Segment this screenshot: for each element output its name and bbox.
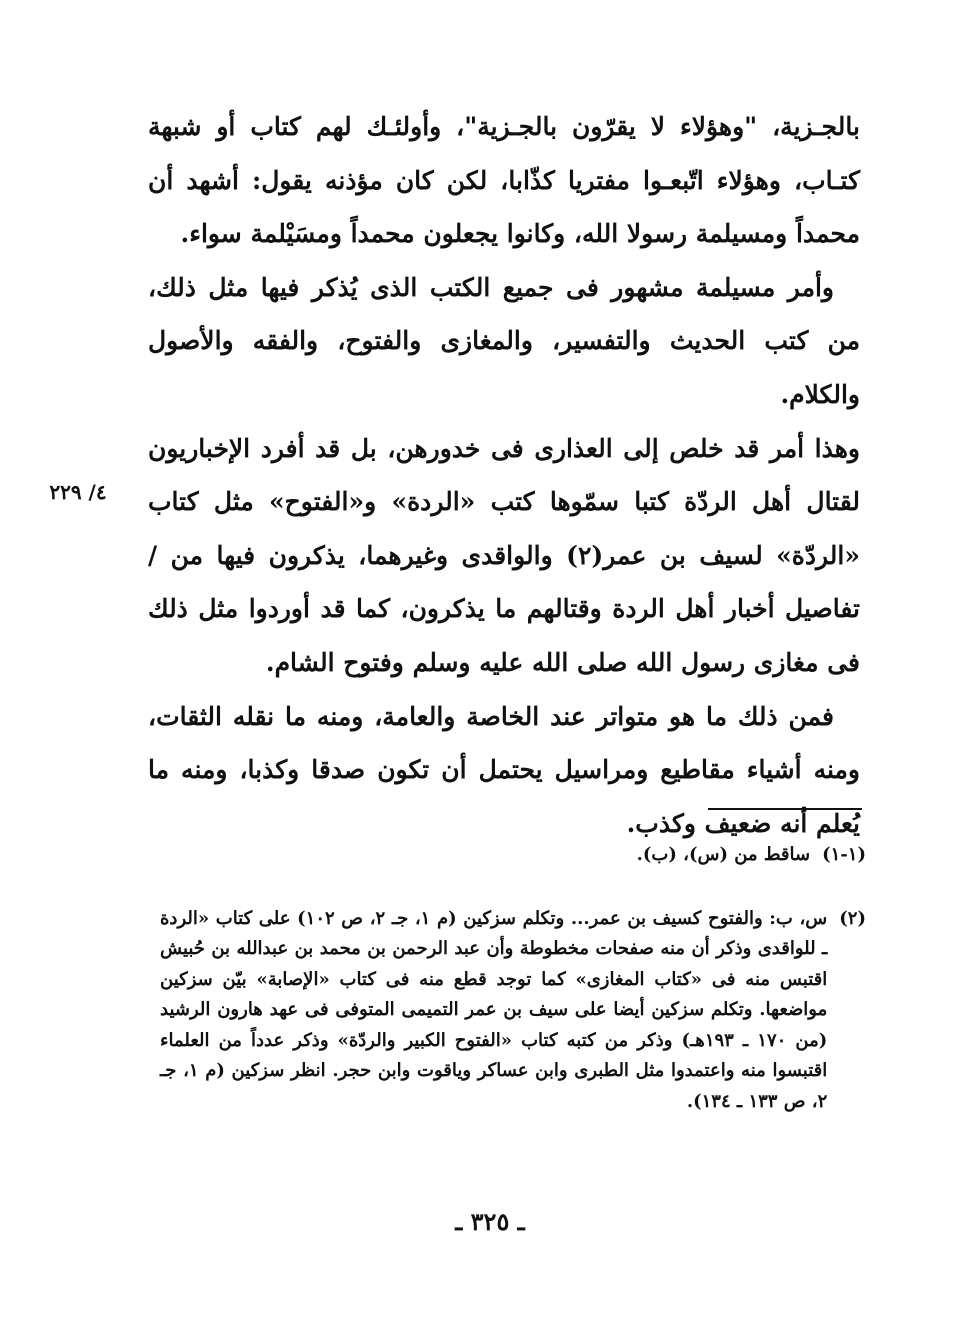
footnote-marker: (٢) (839, 907, 866, 929)
footnote-separator (708, 808, 862, 810)
footnote-1 (160, 840, 866, 871)
page-number: ـ ٣٢٥ ـ (455, 1207, 525, 1236)
paragraph-3: وهذا أمر قد خلص إلى العذارى فى خدورهن، بل قد أفرد الإخباريون لقتال أهل الردّة كتبا سمّوها كتب «الردة» و«الفتوح» مثل كتاب «الردّة» لسيف بن عمر(٢) والواقدى وغيرهما، يذكرون فيها من / تفاصيل أخبار أهل الردة وقتالهم ما يذكرون، كما قد أوردوا مثل ذلك فى مغازى رسول الله صلى الله عليه وسلم وفتوح الشام. (148, 433, 860, 677)
footnote-2 (160, 904, 866, 1118)
footnote-text: س، ب: والفتوح كسيف بن عمر... وتكلم سزكين (م ١، جـ ٢، ص ١٠٢) على كتاب «الردة ـ للواقدى وذكر أن منه صفحات مخطوطة وأن عبد الرحمن بن محمد بن عبدالله بن حُبيش اقتبس منه فى «كتاب المغازى» كما توجد قطع منه فى كتاب «الإصابة» بيّن سزكين مواضعها. وتكلم سزكين أيضا على سيف بن عمر التميمى المتوفى فى عهد هارون الرشيد (من ١٧٠ ـ ١٩٣هـ) وذكر من كتبه كتاب «الفتوح الكبير والردّة» وذكر عدداً من العلماء اقتبسوا منه واعتمدوا مثل الطبرى وابن عساكر وياقوت وابن حجر. انظر سزكين (م ١، جـ ٢، ص ١٣٣ ـ ١٣٤). (160, 907, 828, 1112)
paragraph-4: فمن ذلك ما هو متواتر عند الخاصة والعامة، ومنه ما نقله الثقات، ومنه أشياء مقاطيع ومراسيل يحتمل أن تكون صدقا وكذبا، ومنه ما يُعلم أنه ضعيف وكذب. (148, 701, 860, 838)
paragraph-2: وأمر مسيلمة مشهور فى جميع الكتب الذى يُذكر فيها مثل ذلك، من كتب الحديث والتفسير، والمغازى والفتوح، والفقه والأصول والكلام. (148, 272, 860, 409)
footnote-text: ساقط من (س)، (ب). (636, 844, 811, 865)
main-text (148, 100, 860, 850)
margin-reference: ٤/ ٢٢٩ (49, 480, 107, 504)
footnotes (160, 840, 866, 1117)
footnote-marker: (١-١) (822, 844, 866, 865)
paragraph-1: بالجـزية، "وهؤلاء لا يقرّون بالجـزية"، وأولئـك لهم كتاب أو شبهة كتـاب، وهؤلاء اتّبعـوا مفتريا كذّابا، لكن كان مؤذنه يقول: أشهد أن محمداً ومسيلمة رسولا الله، وكانوا يجعلون محمداً ومسَيْلمة سواء. (148, 112, 861, 249)
